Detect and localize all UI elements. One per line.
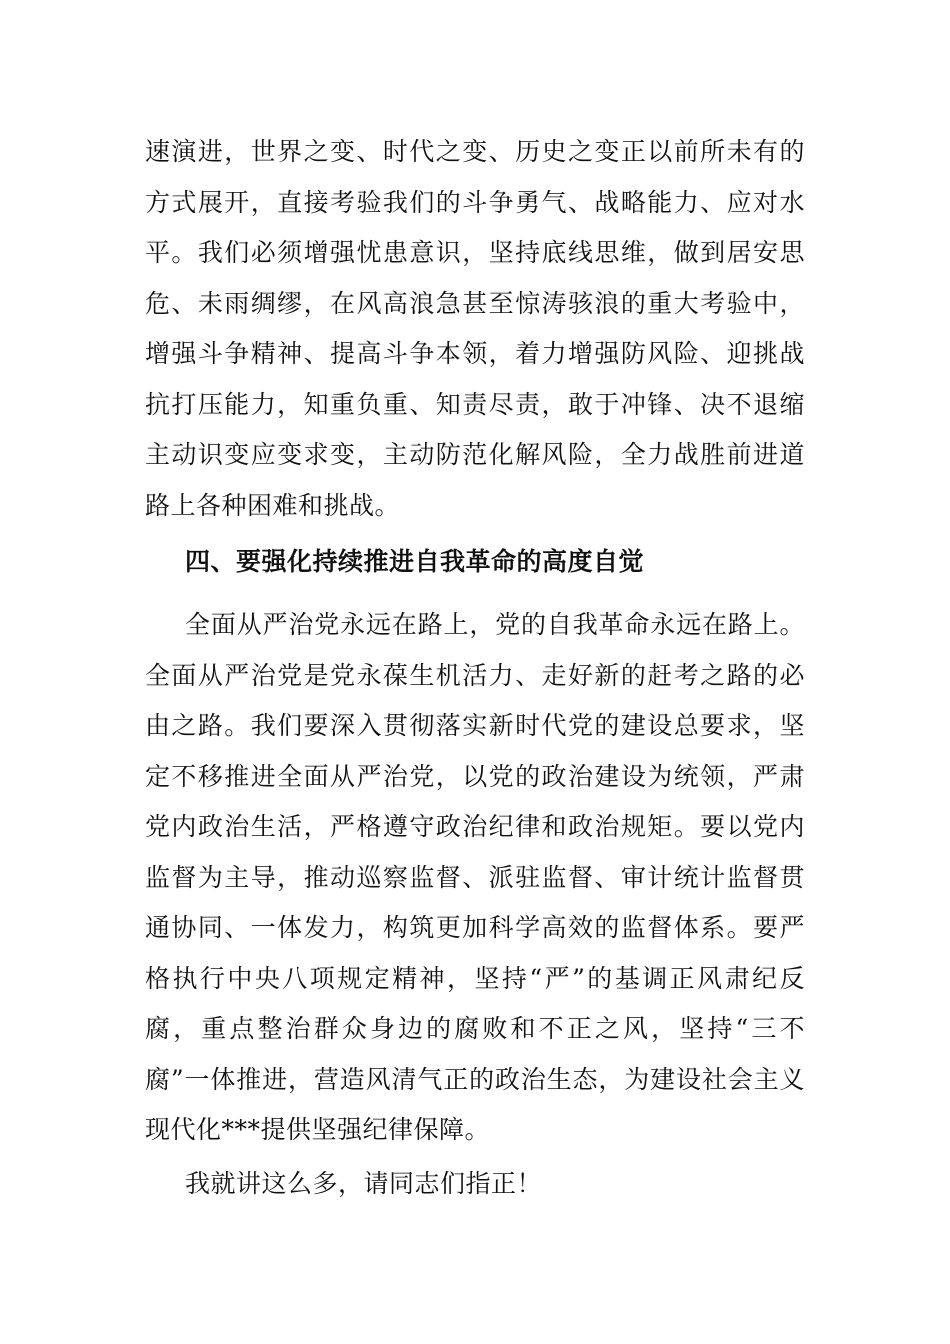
paragraph-main: 全面从严治党永远在路上，党的自我革命永远在路上。全面从严治党是党永葆生机活力、走好新的赶考之路的必由之路。我们要深入贯彻落实新时代党的建设总要求，坚定不移推进全面从严治党，以党的政治建设为统领，严肃党内政治生活，严格遵守政治纪律和政治规矩。要以党内监督为主导，推动巡察监督、派驻监督、审计统计监督贯通协同、一体发力，构筑更加科学高效的监督体系。要严格执行中央八项规定精神，坚持“严”的基调正风肃纪反腐，重点整治群众身边的腐败和不正之风，坚持“三不腐”一体推进，营造风清气正的政治生态，为建设社会主义现代化***提供坚强纪律保障。 [145, 610, 805, 1144]
section-heading: 四、要强化持续推进自我革命的高度自觉 [185, 547, 645, 576]
paragraph-continued: 速演进，世界之变、时代之变、历史之变正以前所未有的方式展开，直接考验我们的斗争勇气、战略能力、应对水平。我们必须增强忧患意识，坚持底线思维，做到居安思危、未雨绸缪，在风高浪急甚至惊涛骇浪的重大考验中，增强斗争精神、提高斗争本领，着力增强防风险、迎挑战抗打压能力，知重负重、知责尽责，敢于冲锋、决不退缩主动识变应变求变，主动防范化解风险，全力战胜前进道路上各种困难和挑战。 [145, 137, 805, 520]
closing-remark: 我就讲这么多，请同志们指正！ [185, 1169, 543, 1198]
